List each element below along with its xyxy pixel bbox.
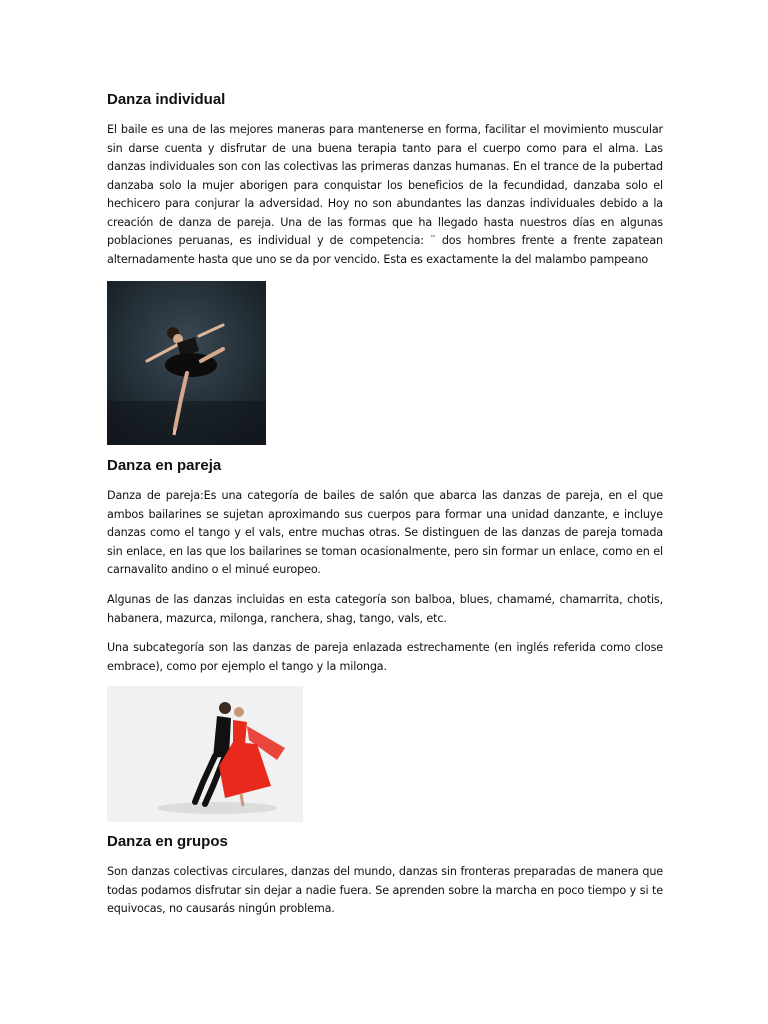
ballet-dancer-photo (107, 281, 266, 445)
heading-danza-en-pareja: Danza en pareja (107, 457, 222, 474)
paragraph-pareja-lista: Algunas de las danzas incluidas en esta categoría son balboa, blues, chamamé, chamarrita, chotis, habanera, mazurca, milonga, ranchera, shag, tango, vals, etc. (107, 593, 663, 625)
paragraph-pareja-subcategoria: Una subcategoría son las danzas de pareja enlazada estrechamente (en inglés referida como close embrace), como por ejemplo el tango y la milonga. (107, 641, 663, 673)
couple-dancers-photo (107, 686, 303, 822)
paragraph-danza-en-grupos: Son danzas colectivas circulares, danzas del mundo, danzas sin fronteras preparadas de manera que todas podamos disfrutar sin dejar a nadie fuera. Se aprenden sobre la marcha en poco tiempo y si te equivocas, no causarás ningún problema. (107, 865, 663, 915)
heading-danza-individual: Danza individual (107, 91, 226, 108)
paragraph-pareja-definicion: Danza de pareja:Es una categoría de bailes de salón que abarca las danzas de pareja, en el que ambos bailarines se sujetan aproximando sus cuerpos para formar una unidad danzante, e incluye danzas como el tango y el vals, entre muchas otras. Se distinguen de las danzas de pareja tomada sin enlace, en las que los bailarines se toman ocasionalmente, pero sin formar un enlace, como en el carnavalito andino o el minué europeo. (107, 489, 663, 576)
paragraph-danza-individual: El baile es una de las mejores maneras para mantenerse en forma, facilitar el movimiento muscular sin darse cuenta y disfrutar de una buena terapia tanto para el cuerpo como para el alma. Las danzas individuales son con las colectivas las primeras danzas humanas. En el trance de la pubertad danzaba solo la mujer aborigen para conquistar los beneficios de la fecundidad, danzaba solo el hechicero para conjurar la adversidad. Hoy no son abundantes las danzas individuales debido a la creación de danza de pareja. Una de las formas que ha llegado hasta nuestros días en algunas poblaciones peruanas, es individual y de competencia: ¨ dos hombres frente a frente zapatean alternadamente hasta que uno se da por vencido. Esta es exactamente la del malambo pampeano (107, 123, 663, 266)
heading-danza-en-grupos: Danza en grupos (107, 833, 228, 850)
